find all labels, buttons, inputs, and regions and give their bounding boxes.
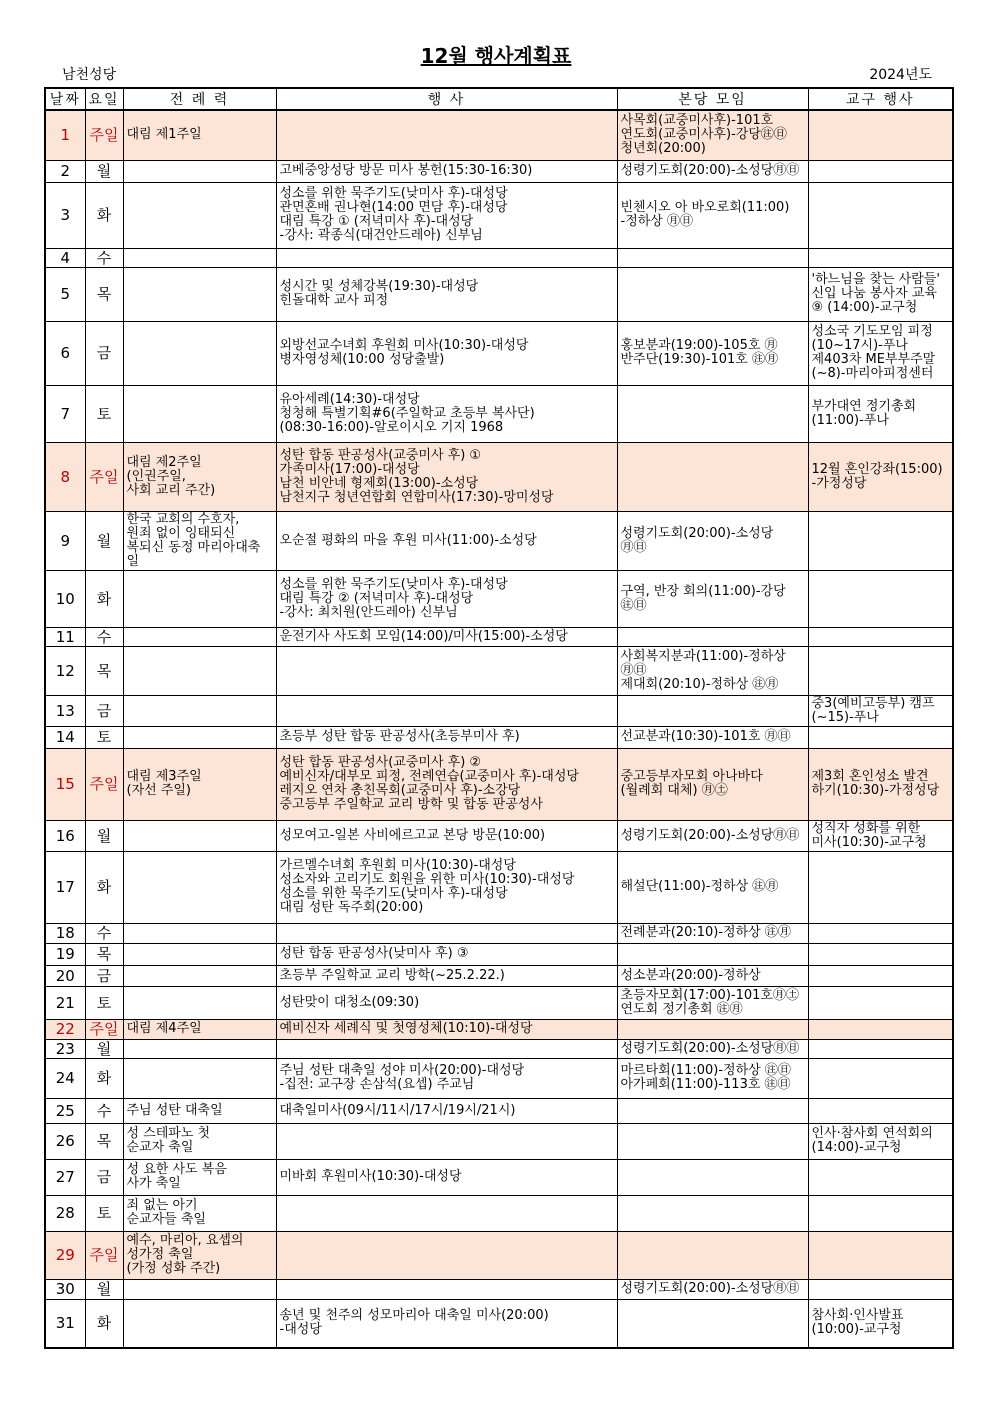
parish-meeting-cell: 성령기도회(20:00)-소성당㊊㊐: [617, 1279, 808, 1299]
weekday-cell: 주일: [85, 442, 123, 511]
date-cell: 8: [45, 442, 85, 511]
diocese-event-cell: [808, 182, 953, 248]
weekday-cell: 화: [85, 570, 123, 627]
weekday-cell: 월: [85, 820, 123, 851]
table-row: [45, 1195, 953, 1231]
table-row: [45, 511, 953, 570]
event-cell: 주님 성탄 대축일 성야 미사(20:00)-대성당 -집전: 교구장 손삼석(요셉) 주교님: [276, 1058, 617, 1098]
date-cell: 15: [45, 748, 85, 820]
diocese-event-cell: [808, 1098, 953, 1123]
event-cell: [276, 1279, 617, 1299]
diocese-event-cell: [808, 726, 953, 748]
table-row: [45, 248, 953, 267]
table-row: [45, 965, 953, 986]
weekday-cell: 화: [85, 182, 123, 248]
table-row: [45, 1231, 953, 1279]
diocese-event-cell: [808, 160, 953, 182]
liturgy-cell: [123, 943, 276, 965]
liturgy-cell: [123, 965, 276, 986]
diocese-event-cell: 참사회·인사발표 (10:00)-교구청: [808, 1299, 953, 1348]
parish-meeting-cell: [617, 385, 808, 442]
event-cell: [276, 110, 617, 160]
date-cell: 4: [45, 248, 85, 267]
table-row: [45, 986, 953, 1019]
diocese-event-cell: [808, 1231, 953, 1279]
event-cell: 성탄 합동 판공성사(교중미사 후) ① 가족미사(17:00)-대성당 남천 비안네 형제회(13:00)-소성당 남천지구 청년연합회 연합미사(17:30)-망미성당: [276, 442, 617, 511]
liturgy-cell: [123, 321, 276, 385]
weekday-cell: 금: [85, 965, 123, 986]
event-cell: 초등부 성탄 합동 판공성사(초등부미사 후): [276, 726, 617, 748]
parish-meeting-cell: 사목회(교중미사후)-101호 연도회(교중미사후)-강당㊟㊐ 청년회(20:00): [617, 110, 808, 160]
date-cell: 24: [45, 1058, 85, 1098]
diocese-event-cell: [808, 1279, 953, 1299]
table-row: [45, 943, 953, 965]
weekday-cell: 주일: [85, 748, 123, 820]
parish-meeting-cell: [617, 1299, 808, 1348]
table-row: [45, 923, 953, 943]
diocese-event-cell: 인사·참사회 연석회의 (14:00)-교구청: [808, 1123, 953, 1159]
parish-meeting-cell: 사회복지분과(11:00)-정하상 ㊊㊐ 제대회(20:10)-정하상 ㊟㊊: [617, 646, 808, 695]
col-header-diocese: 교구 행사: [808, 88, 953, 110]
parish-meeting-cell: 초등자모회(17:00)-101호㊊㊏ 연도회 정기총회 ㊟㊊: [617, 986, 808, 1019]
parish-meeting-cell: [617, 695, 808, 726]
diocese-event-cell: [808, 1058, 953, 1098]
liturgy-cell: [123, 160, 276, 182]
weekday-cell: 월: [85, 1039, 123, 1058]
date-cell: 17: [45, 851, 85, 923]
event-cell: 오순절 평화의 마을 후원 미사(11:00)-소성당: [276, 511, 617, 570]
liturgy-cell: [123, 923, 276, 943]
parish-meeting-cell: 빈첸시오 아 바오로회(11:00) -정하상 ㊊㊐: [617, 182, 808, 248]
parish-meeting-cell: [617, 1123, 808, 1159]
table-row: [45, 646, 953, 695]
table-row: [45, 1098, 953, 1123]
liturgy-cell: [123, 182, 276, 248]
date-cell: 7: [45, 385, 85, 442]
table-row: [45, 160, 953, 182]
table-row: [45, 110, 953, 160]
event-cell: 예비신자 세례식 및 첫영성체(10:10)-대성당: [276, 1019, 617, 1039]
weekday-cell: 토: [85, 385, 123, 442]
liturgy-cell: [123, 570, 276, 627]
event-cell: 가르멜수녀회 후원회 미사(10:30)-대성당 성소자와 고리기도 회원을 위한 미사(10:30)-대성당 성소를 위한 묵주기도(낮미사 후)-대성당 대림 성탄 독주회(20:00): [276, 851, 617, 923]
parish-meeting-cell: 홍보분과(19:00)-105호 ㊊ 반주단(19:30)-101호 ㊟㊊: [617, 321, 808, 385]
table-row: [45, 182, 953, 248]
diocese-event-cell: [808, 248, 953, 267]
event-cell: 초등부 주일학교 교리 방학(~25.2.22.): [276, 965, 617, 986]
event-cell: [276, 646, 617, 695]
table-row: [45, 267, 953, 321]
date-cell: 12: [45, 646, 85, 695]
diocese-event-cell: '하느님을 찾는 사람들' 신입 나눔 봉사자 교육 ⑨ (14:00)-교구청: [808, 267, 953, 321]
diocese-event-cell: 성소국 기도모임 피정 (10~17시)-푸나 제403차 ME부부주말 (~8)-마리아피정센터: [808, 321, 953, 385]
weekday-cell: 주일: [85, 1019, 123, 1039]
table-row: [45, 820, 953, 851]
date-cell: 9: [45, 511, 85, 570]
date-cell: 13: [45, 695, 85, 726]
date-cell: 28: [45, 1195, 85, 1231]
diocese-event-cell: 제3회 혼인성소 발견 하기(10:30)-가정성당: [808, 748, 953, 820]
diocese-event-cell: 부가대연 정기총회 (11:00)-푸나: [808, 385, 953, 442]
liturgy-cell: 대림 제4주일: [123, 1019, 276, 1039]
weekday-cell: 금: [85, 1159, 123, 1195]
date-cell: 14: [45, 726, 85, 748]
event-cell: 성소를 위한 묵주기도(낮미사 후)-대성당 대림 특강 ② (저녁미사 후)-대성당 -강사: 최치원(안드레아) 신부님: [276, 570, 617, 627]
table-row: [45, 748, 953, 820]
liturgy-cell: 주님 성탄 대축일: [123, 1098, 276, 1123]
table-row: [45, 726, 953, 748]
date-cell: 19: [45, 943, 85, 965]
diocese-event-cell: [808, 1039, 953, 1058]
date-cell: 6: [45, 321, 85, 385]
diocese-event-cell: 성직자 성화를 위한 미사(10:30)-교구청: [808, 820, 953, 851]
diocese-event-cell: [808, 965, 953, 986]
schedule-body: [45, 110, 953, 1348]
date-cell: 21: [45, 986, 85, 1019]
weekday-cell: 주일: [85, 110, 123, 160]
event-cell: [276, 248, 617, 267]
weekday-cell: 화: [85, 851, 123, 923]
table-row: [45, 1019, 953, 1039]
diocese-event-cell: [808, 570, 953, 627]
weekday-cell: 금: [85, 695, 123, 726]
organization-name: 남천성당: [62, 67, 117, 83]
liturgy-cell: 성 스테파노 첫 순교자 축일: [123, 1123, 276, 1159]
schedule-table: [44, 87, 954, 1349]
date-cell: 5: [45, 267, 85, 321]
diocese-event-cell: [808, 851, 953, 923]
weekday-cell: 월: [85, 1279, 123, 1299]
parish-meeting-cell: [617, 248, 808, 267]
table-row: [45, 1039, 953, 1058]
col-header-liturgy: 전 례 력: [123, 88, 276, 110]
liturgy-cell: [123, 1299, 276, 1348]
date-cell: 16: [45, 820, 85, 851]
event-cell: [276, 1039, 617, 1058]
parish-meeting-cell: [617, 267, 808, 321]
weekday-cell: 목: [85, 267, 123, 321]
header-row: [45, 88, 953, 110]
date-cell: 1: [45, 110, 85, 160]
date-cell: 23: [45, 1039, 85, 1058]
liturgy-cell: 예수, 마리아, 요셉의 성가정 축일 (가정 성화 주간): [123, 1231, 276, 1279]
liturgy-cell: [123, 695, 276, 726]
liturgy-cell: 대림 제3주일 (자선 주일): [123, 748, 276, 820]
table-row: [45, 695, 953, 726]
date-cell: 3: [45, 182, 85, 248]
table-row: [45, 442, 953, 511]
parish-meeting-cell: [617, 1159, 808, 1195]
liturgy-cell: 대림 제1주일: [123, 110, 276, 160]
date-cell: 27: [45, 1159, 85, 1195]
liturgy-cell: [123, 1039, 276, 1058]
diocese-event-cell: [808, 943, 953, 965]
page-title: 12월 행사계획표: [420, 44, 572, 68]
weekday-cell: 금: [85, 321, 123, 385]
date-cell: 29: [45, 1231, 85, 1279]
date-cell: 2: [45, 160, 85, 182]
weekday-cell: 토: [85, 986, 123, 1019]
table-row: [45, 570, 953, 627]
parish-meeting-cell: 해설단(11:00)-정하상 ㊟㊊: [617, 851, 808, 923]
parish-meeting-cell: 성소분과(20:00)-정하상: [617, 965, 808, 986]
table-row: [45, 321, 953, 385]
liturgy-cell: [123, 851, 276, 923]
diocese-event-cell: [808, 627, 953, 646]
table-row: [45, 1123, 953, 1159]
weekday-cell: 월: [85, 160, 123, 182]
weekday-cell: 수: [85, 248, 123, 267]
diocese-event-cell: [808, 923, 953, 943]
liturgy-cell: [123, 627, 276, 646]
event-cell: [276, 1231, 617, 1279]
parish-meeting-cell: 선교분과(10:30)-101호 ㊊㊐: [617, 726, 808, 748]
date-cell: 25: [45, 1098, 85, 1123]
event-cell: 유아세례(14:30)-대성당 청청해 특별기획#6(주일학교 초등부 복사단) (08:30-16:00)-알로이시오 기지 1968: [276, 385, 617, 442]
event-cell: 운전기사 사도회 모임(14:00)/미사(15:00)-소성당: [276, 627, 617, 646]
weekday-cell: 목: [85, 646, 123, 695]
parish-meeting-cell: [617, 627, 808, 646]
parish-meeting-cell: [617, 943, 808, 965]
diocese-event-cell: 12월 혼인강좌(15:00) -가정성당: [808, 442, 953, 511]
weekday-cell: 토: [85, 726, 123, 748]
weekday-cell: 화: [85, 1058, 123, 1098]
parish-meeting-cell: [617, 442, 808, 511]
diocese-event-cell: [808, 110, 953, 160]
diocese-event-cell: [808, 646, 953, 695]
parish-meeting-cell: 성령기도회(20:00)-소성당㊊㊐: [617, 160, 808, 182]
liturgy-cell: [123, 385, 276, 442]
date-cell: 11: [45, 627, 85, 646]
event-cell: 성탄맞이 대청소(09:30): [276, 986, 617, 1019]
table-row: [45, 851, 953, 923]
liturgy-cell: 한국 교회의 수호자, 원죄 없이 잉태되신 복되신 동정 마리아대축일: [123, 511, 276, 570]
table-row: [45, 1279, 953, 1299]
table-row: [45, 1299, 953, 1348]
liturgy-cell: [123, 986, 276, 1019]
table-row: [45, 627, 953, 646]
liturgy-cell: 죄 없는 아기 순교자들 축일: [123, 1195, 276, 1231]
weekday-cell: 월: [85, 511, 123, 570]
event-cell: [276, 695, 617, 726]
parish-meeting-cell: [617, 1195, 808, 1231]
weekday-cell: 수: [85, 627, 123, 646]
event-cell: [276, 1123, 617, 1159]
date-cell: 20: [45, 965, 85, 986]
event-cell: 성탄 합동 판공성사(낮미사 후) ③: [276, 943, 617, 965]
year-label: 2024년도: [869, 67, 932, 83]
col-header-parish: 본당 모임: [617, 88, 808, 110]
liturgy-cell: [123, 646, 276, 695]
parish-meeting-cell: [617, 1098, 808, 1123]
weekday-cell: 목: [85, 943, 123, 965]
liturgy-cell: [123, 820, 276, 851]
weekday-cell: 목: [85, 1123, 123, 1159]
liturgy-cell: [123, 248, 276, 267]
parish-meeting-cell: [617, 1019, 808, 1039]
event-cell: 성탄 합동 판공성사(교중미사 후) ② 예비신자/대부모 피정, 전례연습(교중미사 후)-대성당 레지오 연차 총친목회(교중미사 후)-소강당 중고등부 주일학교 교리 방학 및 합동 판공성사: [276, 748, 617, 820]
event-cell: 외방선교수녀회 후원회 미사(10:30)-대성당 병자영성체(10:00 성당출발): [276, 321, 617, 385]
diocese-event-cell: [808, 986, 953, 1019]
diocese-event-cell: [808, 1159, 953, 1195]
parish-meeting-cell: 구역, 반장 회의(11:00)-강당 ㊟㊐: [617, 570, 808, 627]
liturgy-cell: [123, 267, 276, 321]
liturgy-cell: 성 요한 사도 복음 사가 축일: [123, 1159, 276, 1195]
weekday-cell: 화: [85, 1299, 123, 1348]
parish-meeting-cell: 성령기도회(20:00)-소성당 ㊊㊐: [617, 511, 808, 570]
parish-meeting-cell: 마르타회(11:00)-정하상 ㊟㊐ 아가페회(11:00)-113호 ㊟㊐: [617, 1058, 808, 1098]
diocese-event-cell: [808, 1019, 953, 1039]
parish-meeting-cell: [617, 1231, 808, 1279]
parish-meeting-cell: 성령기도회(20:00)-소성당㊊㊐: [617, 820, 808, 851]
weekday-cell: 토: [85, 1195, 123, 1231]
liturgy-cell: [123, 1279, 276, 1299]
col-header-weekday: 요일: [85, 88, 123, 110]
diocese-event-cell: 중3(예비고등부) 캠프 (~15)-푸나: [808, 695, 953, 726]
col-header-date: 날짜: [45, 88, 85, 110]
col-header-event: 행 사: [276, 88, 617, 110]
liturgy-cell: [123, 1058, 276, 1098]
weekday-cell: 수: [85, 923, 123, 943]
date-cell: 26: [45, 1123, 85, 1159]
table-row: [45, 1159, 953, 1195]
table-row: [45, 385, 953, 442]
date-cell: 10: [45, 570, 85, 627]
parish-meeting-cell: 전례분과(20:10)-정하상 ㊟㊊: [617, 923, 808, 943]
event-cell: 고베중앙성당 방문 미사 봉헌(15:30-16:30): [276, 160, 617, 182]
event-cell: 성모여고-일본 사비에르고교 본당 방문(10:00): [276, 820, 617, 851]
date-cell: 18: [45, 923, 85, 943]
date-cell: 31: [45, 1299, 85, 1348]
diocese-event-cell: [808, 511, 953, 570]
parish-meeting-cell: 성령기도회(20:00)-소성당㊊㊐: [617, 1039, 808, 1058]
parish-meeting-cell: 중고등부자모회 아나바다 (월례회 대체) ㊊㊏: [617, 748, 808, 820]
event-cell: 대축일미사(09시/11시/17시/19시/21시): [276, 1098, 617, 1123]
weekday-cell: 수: [85, 1098, 123, 1123]
weekday-cell: 주일: [85, 1231, 123, 1279]
table-row: [45, 1058, 953, 1098]
event-cell: [276, 1195, 617, 1231]
event-cell: 성시간 및 성체강복(19:30)-대성당 힌돌대학 교사 피정: [276, 267, 617, 321]
diocese-event-cell: [808, 1195, 953, 1231]
event-cell: 미바회 후원미사(10:30)-대성당: [276, 1159, 617, 1195]
event-cell: [276, 923, 617, 943]
date-cell: 30: [45, 1279, 85, 1299]
event-cell: 성소를 위한 묵주기도(낮미사 후)-대성당 관면혼배 권나현(14:00 면담 후)-대성당 대림 특강 ① (저녁미사 후)-대성당 -강사: 곽종식(대건안드레아) 신부님: [276, 182, 617, 248]
date-cell: 22: [45, 1019, 85, 1039]
liturgy-cell: [123, 726, 276, 748]
liturgy-cell: 대림 제2주일 (인권주일, 사회 교리 주간): [123, 442, 276, 511]
event-cell: 송년 및 천주의 성모마리아 대축일 미사(20:00) -대성당: [276, 1299, 617, 1348]
